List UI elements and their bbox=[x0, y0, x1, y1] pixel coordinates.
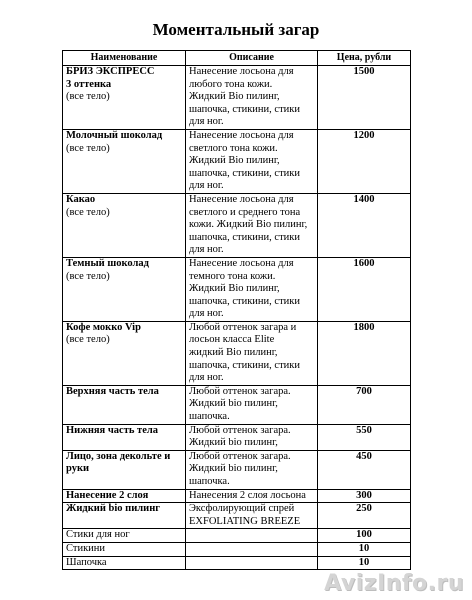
service-description-cell bbox=[186, 321, 318, 385]
service-name: БРИЗ ЭКСПРЕСС bbox=[66, 66, 155, 77]
table-row bbox=[63, 321, 411, 385]
description-line: Жидкий bio пилинг, bbox=[189, 463, 278, 475]
description-line: Любой оттенок загара и bbox=[189, 321, 297, 333]
description-line: Любой оттенок загара. bbox=[189, 385, 291, 397]
description-line: любого тона кожи. bbox=[189, 78, 273, 90]
description-line: Жидкий Bio пилинг, bbox=[189, 91, 280, 103]
service-price: 1200 bbox=[318, 129, 411, 193]
service-name: Верхняя часть тела bbox=[66, 385, 159, 397]
service-name-cell bbox=[63, 385, 186, 424]
service-price: 450 bbox=[318, 450, 411, 489]
service-area: (все тело) bbox=[66, 270, 110, 282]
table-row bbox=[63, 542, 411, 556]
description-line: лосьон класса Elite bbox=[189, 334, 275, 346]
service-name-cell bbox=[63, 556, 186, 570]
header-description: Описание bbox=[186, 51, 318, 66]
service-description-cell bbox=[186, 193, 318, 257]
service-description-cell bbox=[186, 489, 318, 503]
service-name: Лицо, зона декольте и руки bbox=[66, 450, 171, 475]
service-price: 1600 bbox=[318, 257, 411, 321]
description-line: Эксфолирующий спрей bbox=[189, 503, 295, 515]
service-name-cell bbox=[63, 424, 186, 450]
service-name: 3 оттенка bbox=[66, 78, 112, 90]
description-line: Нанесение лосьона для bbox=[189, 257, 294, 269]
service-description-cell bbox=[186, 556, 318, 570]
service-name-cell bbox=[63, 450, 186, 489]
service-name-cell bbox=[63, 129, 186, 193]
table-row bbox=[63, 129, 411, 193]
service-name-cell bbox=[63, 529, 186, 543]
table-row bbox=[63, 556, 411, 570]
service-price: 550 bbox=[318, 424, 411, 450]
service-name: Темный шоколад bbox=[66, 257, 149, 269]
service-price: 10 bbox=[318, 556, 411, 570]
table-row bbox=[63, 193, 411, 257]
service-name-cell bbox=[63, 321, 186, 385]
service-description-cell bbox=[186, 257, 318, 321]
service-name: Нижняя часть тела bbox=[66, 424, 158, 436]
service-name-cell bbox=[63, 257, 186, 321]
service-name: Шапочка bbox=[66, 556, 107, 568]
service-area: (все тело) bbox=[66, 142, 110, 154]
table-row bbox=[63, 489, 411, 503]
description-line: Жидкий Bio пилинг, bbox=[189, 155, 280, 167]
service-price: 100 bbox=[318, 529, 411, 543]
service-price: 1500 bbox=[318, 66, 411, 130]
description-line: для ног. bbox=[189, 244, 224, 256]
description-line: Жидкий bio пилинг, bbox=[189, 437, 278, 449]
description-line: Любой оттенок загара. bbox=[189, 424, 291, 436]
page-title: Моментальный загар bbox=[152, 20, 320, 39]
service-price: 10 bbox=[318, 542, 411, 556]
description-line: шапочка, стикини, стики bbox=[189, 359, 301, 371]
table-row bbox=[63, 385, 411, 424]
table-row bbox=[63, 257, 411, 321]
description-line: Нанесения 2 слоя лосьона bbox=[189, 489, 306, 501]
service-area: (все тело) bbox=[66, 334, 110, 346]
table-row bbox=[63, 424, 411, 450]
service-description-cell bbox=[186, 503, 318, 529]
header-name: Наименование bbox=[63, 51, 186, 66]
watermark: AvizInfo.ru bbox=[324, 571, 464, 596]
description-line: светлого тона кожи. bbox=[189, 142, 278, 154]
service-description-cell bbox=[186, 424, 318, 450]
description-line: шапочка. bbox=[189, 476, 230, 487]
service-description-cell bbox=[186, 385, 318, 424]
service-name-cell bbox=[63, 66, 186, 130]
service-name: Нанесение 2 слоя bbox=[66, 489, 149, 501]
description-line: для ног. bbox=[189, 116, 224, 128]
table-row bbox=[63, 450, 411, 489]
description-line: кожи. Жидкий Bio пилинг, bbox=[189, 219, 308, 231]
service-area: (все тело) bbox=[66, 206, 110, 218]
service-name: Кофе мокко Vip bbox=[66, 321, 141, 333]
description-line: для ног. bbox=[189, 180, 224, 192]
description-line: Любой оттенок загара. bbox=[189, 450, 291, 462]
service-name: Жидкий bio пилинг bbox=[66, 503, 161, 515]
service-name: Стикини bbox=[66, 542, 106, 554]
price-rows bbox=[63, 66, 411, 570]
service-name-cell bbox=[63, 489, 186, 503]
service-name-cell bbox=[63, 503, 186, 529]
service-name: Стики для ног bbox=[66, 529, 130, 541]
service-price: 300 bbox=[318, 489, 411, 503]
header-price: Цена, рубли bbox=[318, 51, 411, 66]
service-name: Какао bbox=[66, 193, 96, 205]
service-price: 700 bbox=[318, 385, 411, 424]
description-line: темного тона кожи. bbox=[189, 270, 276, 282]
description-line: Жидкий Bio пилинг, bbox=[189, 283, 280, 295]
description-line: шапочка, стикини, стики bbox=[189, 103, 301, 115]
description-line: EXFOLIATING BREEZE bbox=[189, 515, 301, 527]
service-price: 1400 bbox=[318, 193, 411, 257]
service-price: 1800 bbox=[318, 321, 411, 385]
table-row bbox=[63, 503, 411, 529]
description-line: шапочка, стикини, стики bbox=[189, 167, 301, 179]
description-line: жидкий Bio пилинг, bbox=[189, 347, 278, 359]
description-line: Жидкий bio пилинг, bbox=[189, 398, 278, 410]
description-line: Нанесение лосьона для bbox=[189, 129, 294, 141]
description-line: Нанесение лосьона для bbox=[189, 66, 294, 77]
service-name-cell bbox=[63, 542, 186, 556]
description-line: шапочка. bbox=[189, 411, 230, 423]
service-area: (все тело) bbox=[66, 91, 110, 103]
service-price: 250 bbox=[318, 503, 411, 529]
service-description-cell bbox=[186, 66, 318, 130]
service-description-cell bbox=[186, 450, 318, 489]
description-line: светлого и среднего тона bbox=[189, 206, 301, 218]
description-line: шапочка, стикини, стики bbox=[189, 231, 301, 243]
description-line: Нанесение лосьона для bbox=[189, 193, 294, 205]
table-row bbox=[63, 66, 411, 130]
service-description-cell bbox=[186, 542, 318, 556]
table-header-row bbox=[63, 51, 411, 66]
table-row bbox=[63, 529, 411, 543]
description-line: для ног. bbox=[189, 308, 224, 320]
service-description-cell bbox=[186, 129, 318, 193]
description-line: для ног. bbox=[189, 372, 224, 384]
description-line: шапочка, стикини, стики bbox=[189, 295, 301, 307]
service-name: Молочный шоколад bbox=[66, 129, 163, 141]
service-description-cell bbox=[186, 529, 318, 543]
service-name-cell bbox=[63, 193, 186, 257]
price-table bbox=[62, 50, 411, 570]
